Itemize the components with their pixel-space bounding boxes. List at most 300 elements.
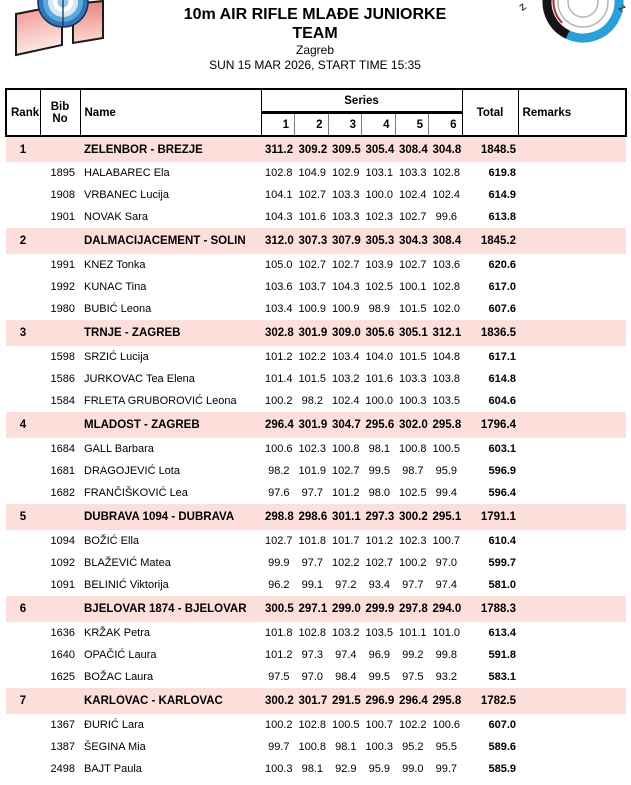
total-cell: 613.4 (488, 627, 517, 639)
series-2-cell: 99.1 (301, 579, 323, 591)
rank-cell (6, 368, 40, 390)
team-row (6, 504, 626, 530)
series-2-cell: 307.3 (298, 235, 328, 247)
series-6-cell: 295.8 (432, 695, 462, 707)
bib-cell (40, 504, 80, 530)
bib-cell: 1991 (50, 259, 75, 271)
series-3-cell: 97.4 (335, 649, 357, 661)
series-6-cell: 100.6 (432, 719, 461, 731)
total-cell: 614.9 (488, 189, 517, 201)
bib-cell (40, 136, 80, 162)
remarks-cell (518, 460, 626, 482)
series-6-cell: 99.6 (435, 211, 458, 223)
bib-cell: 1584 (50, 395, 75, 407)
series-1-cell: 98.2 (268, 465, 290, 477)
bib-cell: 1895 (50, 167, 75, 179)
member-row (6, 736, 626, 758)
rank-cell (6, 714, 40, 736)
series-3-cell: 309.0 (332, 327, 361, 339)
series-5-cell: 100.8 (399, 443, 427, 455)
series-2-cell: 98.2 (301, 395, 323, 407)
member-row (6, 276, 626, 298)
target-panels-logo-icon (10, 0, 110, 58)
member-name-cell: KRŽAK Petra (84, 627, 151, 639)
series-5-cell: 95.2 (402, 741, 424, 753)
event-title-line1: 10m AIR RIFLE MLAĐE JUNIORKE (183, 6, 447, 23)
series-5-cell: 103.3 (399, 167, 427, 179)
remarks-cell (518, 552, 626, 574)
series-5-cell: 102.7 (399, 211, 427, 223)
series-2-cell: 102.8 (298, 627, 327, 639)
series-5-cell: 99.2 (402, 649, 424, 661)
series-3-cell: 103.2 (332, 627, 360, 639)
series-1-header: 1 (261, 113, 295, 137)
series-4-cell: 98.1 (368, 443, 390, 455)
rank-cell (6, 530, 40, 552)
remarks-cell (518, 368, 626, 390)
series-5-cell: 302.0 (399, 419, 428, 431)
remarks-cell (518, 504, 626, 530)
series-3-cell: 101.7 (332, 535, 360, 547)
remarks-cell (518, 162, 626, 184)
member-name-cell: VRBANEC Lucija (84, 189, 169, 201)
results-body (6, 136, 626, 780)
member-row (6, 298, 626, 320)
total-cell: 599.7 (488, 557, 517, 569)
series-6-cell: 100.5 (432, 443, 461, 455)
rank-cell (6, 206, 40, 228)
total-cell: 1836.5 (480, 327, 517, 339)
series-1-cell: 300.5 (265, 603, 294, 615)
series-4-cell: 100.0 (365, 189, 394, 201)
total-cell: 1782.5 (480, 695, 517, 707)
series-3-cell: 100.5 (332, 719, 360, 731)
series-2-cell: 298.6 (298, 511, 328, 523)
member-name-cell: ĐURIĆ Lara (84, 719, 144, 731)
series-3-cell: 301.1 (332, 511, 361, 523)
series-3-cell: 102.7 (332, 259, 360, 271)
remarks-cell (518, 438, 626, 460)
series-3-cell: 103.3 (332, 211, 360, 223)
member-name-cell: JURKOVAC Tea Elena (84, 373, 195, 385)
series-5-cell: 297.8 (399, 603, 428, 615)
series-6-cell: 103.6 (432, 259, 461, 271)
event-title-line2: TEAM (292, 25, 338, 42)
series-2-cell: 101.5 (298, 373, 327, 385)
member-row (6, 482, 626, 504)
remarks-cell (518, 666, 626, 688)
series-1-cell: 102.7 (265, 535, 293, 547)
remarks-cell (518, 412, 626, 438)
total-cell: 604.6 (488, 395, 517, 407)
ring-target-logo-svg (515, 0, 631, 58)
total-column-header: Total (462, 89, 518, 136)
member-row (6, 206, 626, 228)
series-2-cell: 301.7 (298, 695, 328, 707)
series-6-cell: 99.8 (435, 649, 458, 661)
series-2-cell: 103.7 (298, 281, 327, 293)
series-2-cell: 309.2 (298, 143, 328, 156)
series-3-cell: 100.8 (332, 443, 360, 455)
member-row (6, 184, 626, 206)
total-cell: 613.8 (488, 211, 517, 223)
bib-cell: 1684 (50, 443, 75, 455)
rank-cell: 3 (19, 327, 27, 339)
remarks-cell (518, 320, 626, 346)
member-row (6, 438, 626, 460)
bib-column-header: Bib No (40, 89, 80, 136)
series-1-cell: 104.1 (265, 189, 293, 201)
series-4-cell: 100.3 (365, 741, 394, 753)
remarks-cell (518, 530, 626, 552)
remarks-cell (518, 276, 626, 298)
series-4-cell: 305.6 (365, 327, 395, 339)
series-1-cell: 311.2 (265, 143, 294, 156)
series-5-header: 5 (395, 113, 429, 137)
series-4-cell: 99.5 (368, 671, 390, 683)
remarks-cell (518, 254, 626, 276)
member-name-cell: SRZIĆ Lucija (84, 351, 149, 363)
total-cell: 607.0 (488, 719, 517, 731)
series-1-cell: 100.3 (265, 763, 293, 775)
series-5-cell: 102.3 (399, 535, 427, 547)
total-cell: 591.8 (488, 649, 517, 661)
rank-cell (6, 644, 40, 666)
series-2-cell: 102.3 (298, 443, 327, 455)
team-name-cell: BJELOVAR 1874 - BJELOVAR (84, 603, 247, 615)
series-1-cell: 99.9 (268, 557, 290, 569)
header-row-1 (6, 89, 626, 113)
series-2-cell: 100.9 (298, 303, 327, 315)
series-5-cell: 102.4 (399, 189, 427, 201)
series-6-cell: 95.9 (435, 465, 458, 477)
series-6-cell: 102.8 (432, 281, 461, 293)
bib-cell: 1636 (50, 627, 75, 639)
series-1-cell: 97.6 (268, 487, 290, 499)
rank-cell (6, 460, 40, 482)
series-5-cell: 102.7 (399, 259, 427, 271)
member-name-cell: DRAGOJEVIĆ Lota (84, 465, 180, 477)
series-5-cell: 98.7 (402, 465, 424, 477)
team-row (6, 320, 626, 346)
series-6-cell: 103.8 (432, 373, 461, 385)
series-3-cell: 102.7 (332, 465, 360, 477)
series-4-header: 4 (362, 113, 396, 137)
member-name-cell: ŠEGINA Mia (84, 741, 146, 753)
total-cell: 1845.2 (480, 235, 517, 247)
member-name-cell: BOŽAC Laura (84, 671, 154, 683)
series-6-cell: 101.0 (432, 627, 461, 639)
remarks-cell (518, 688, 626, 714)
series-5-cell: 308.4 (399, 143, 428, 156)
series-4-cell: 98.0 (368, 487, 390, 499)
series-3-cell: 101.2 (332, 487, 360, 499)
series-2-cell: 97.3 (301, 649, 323, 661)
series-1-cell: 97.5 (268, 671, 290, 683)
member-name-cell: HALABAREC Ela (84, 167, 170, 179)
rank-cell (6, 622, 40, 644)
series-4-cell: 295.6 (365, 419, 395, 431)
series-5-cell: 100.2 (399, 557, 427, 569)
name-column-header: Name (80, 89, 261, 136)
series-2-cell: 102.7 (298, 189, 327, 201)
rank-cell: 6 (19, 603, 27, 615)
series-2-cell: 102.7 (298, 259, 327, 271)
series-6-cell: 102.4 (432, 189, 461, 201)
series-2-cell: 97.7 (301, 487, 323, 499)
series-1-cell: 99.7 (268, 741, 290, 753)
remarks-cell (518, 228, 626, 254)
remarks-cell (518, 346, 626, 368)
team-name-cell: ZELENBOR - BREZJE (84, 143, 203, 156)
bib-cell: 1092 (50, 557, 75, 569)
series-6-cell: 99.4 (435, 487, 458, 499)
rank-cell: 5 (19, 511, 27, 523)
series-3-cell: 299.0 (332, 603, 361, 615)
member-name-cell: NOVAK Sara (84, 211, 148, 223)
remarks-cell (518, 136, 626, 162)
member-name-cell: OPAČIĆ Laura (84, 649, 157, 661)
event-datetime: SUN 15 MAR 2026, START TIME 15:35 (209, 58, 421, 72)
total-cell: 596.4 (488, 487, 517, 499)
member-row (6, 254, 626, 276)
svg-text:Z: Z (517, 1, 529, 13)
series-1-cell: 104.3 (265, 211, 293, 223)
series-2-cell: 101.9 (298, 465, 327, 477)
series-6-cell: 100.7 (432, 535, 461, 547)
member-row (6, 574, 626, 596)
member-row (6, 162, 626, 184)
total-cell: 1796.4 (480, 419, 517, 431)
total-cell: 585.9 (488, 763, 517, 775)
bib-cell (40, 320, 80, 346)
total-cell: 1788.3 (480, 603, 517, 615)
series-1-cell: 100.6 (265, 443, 293, 455)
series-4-cell: 99.5 (368, 465, 390, 477)
series-3-cell: 103.4 (332, 351, 360, 363)
series-5-cell: 101.1 (399, 627, 427, 639)
rank-cell: 1 (19, 143, 27, 156)
series-6-cell: 104.8 (432, 351, 461, 363)
series-2-cell: 301.9 (298, 327, 328, 339)
remarks-cell (518, 736, 626, 758)
series-1-cell: 105.0 (265, 259, 293, 271)
series-6-cell: 294.0 (432, 603, 462, 615)
series-5-cell: 97.7 (402, 579, 424, 591)
series-1-cell: 102.8 (265, 167, 293, 179)
series-3-cell: 103.2 (332, 373, 360, 385)
bib-cell: 1992 (50, 281, 75, 293)
series-2-cell: 104.9 (298, 167, 327, 179)
series-2-cell: 100.8 (298, 741, 327, 753)
series-1-cell: 302.8 (265, 327, 294, 339)
rank-cell (6, 162, 40, 184)
remarks-cell (518, 298, 626, 320)
series-4-cell: 93.4 (368, 579, 390, 591)
bib-cell: 1908 (50, 189, 75, 201)
total-cell: 620.6 (488, 259, 517, 271)
total-cell: 581.0 (488, 579, 517, 591)
member-row (6, 666, 626, 688)
member-row (6, 368, 626, 390)
rank-cell (6, 758, 40, 780)
series-3-header: 3 (328, 113, 362, 137)
series-3-cell: 92.9 (335, 763, 357, 775)
team-row (6, 412, 626, 438)
series-5-cell: 101.5 (399, 303, 427, 315)
series-1-cell: 101.4 (265, 373, 293, 385)
series-3-cell: 100.9 (332, 303, 360, 315)
series-6-cell: 295.8 (432, 419, 462, 431)
series-4-cell: 104.0 (365, 351, 394, 363)
member-row (6, 758, 626, 780)
bib-cell: 1681 (50, 465, 75, 477)
remarks-cell (518, 596, 626, 622)
series-1-cell: 312.0 (265, 235, 294, 247)
rank-cell (6, 390, 40, 412)
series-4-cell: 299.9 (365, 603, 395, 615)
remarks-cell (518, 206, 626, 228)
series-3-cell: 291.5 (332, 695, 361, 707)
series-3-cell: 102.4 (332, 395, 360, 407)
member-row (6, 530, 626, 552)
series-4-cell: 102.3 (365, 211, 394, 223)
member-name-cell: BLAŽEVIĆ Matea (84, 557, 171, 569)
rank-cell (6, 438, 40, 460)
team-name-cell: MLADOST - ZAGREB (84, 419, 200, 431)
member-row (6, 644, 626, 666)
series-6-cell: 295.1 (432, 511, 462, 523)
bib-cell: 1640 (50, 649, 75, 661)
series-3-cell: 307.9 (332, 235, 361, 247)
series-4-cell: 95.9 (368, 763, 390, 775)
series-1-cell: 101.2 (265, 649, 293, 661)
series-6-cell: 103.5 (432, 395, 461, 407)
series-6-cell: 93.2 (435, 671, 458, 683)
series-1-cell: 300.2 (265, 695, 294, 707)
bib-cell (40, 596, 80, 622)
member-name-cell: BOŽIĆ Ella (84, 535, 140, 547)
series-3-cell: 304.7 (332, 419, 361, 431)
bib-cell: 1387 (50, 741, 75, 753)
team-row (6, 228, 626, 254)
series-3-cell: 103.3 (332, 189, 360, 201)
target-panels-logo-svg (10, 0, 110, 58)
svg-text:Z: Z (616, 2, 628, 14)
series-1-cell: 96.2 (268, 579, 290, 591)
series-6-cell: 95.5 (435, 741, 458, 753)
member-name-cell: KUNAC Tina (84, 281, 147, 293)
series-4-cell: 101.2 (365, 535, 394, 547)
team-name-cell: KARLOVAC - KARLOVAC (84, 695, 223, 707)
series-2-cell: 101.8 (298, 535, 327, 547)
series-6-cell: 308.4 (432, 235, 462, 247)
series-4-cell: 96.9 (368, 649, 390, 661)
series-5-cell: 296.4 (399, 695, 428, 707)
series-1-cell: 296.4 (265, 419, 294, 431)
remarks-cell (518, 714, 626, 736)
ring-target-logo-icon (515, 0, 631, 58)
results-table-header (6, 89, 626, 136)
series-2-cell: 101.6 (298, 211, 327, 223)
bib-cell: 1091 (50, 579, 75, 591)
series-5-cell: 305.1 (399, 327, 428, 339)
total-cell: 610.4 (488, 535, 517, 547)
series-1-cell: 101.8 (265, 627, 293, 639)
series-6-cell: 102.8 (432, 167, 461, 179)
series-5-cell: 102.5 (399, 487, 427, 499)
series-4-cell: 100.7 (365, 719, 394, 731)
member-name-cell: FRANČIŠKOVIĆ Lea (84, 487, 188, 499)
series-5-cell: 100.1 (399, 281, 427, 293)
series-6-cell: 312.1 (432, 327, 462, 339)
series-6-cell: 304.8 (432, 143, 462, 156)
remarks-column-header: Remarks (518, 89, 626, 136)
series-6-header: 6 (429, 113, 463, 137)
series-4-cell: 102.7 (365, 557, 394, 569)
team-row (6, 136, 626, 162)
series-3-cell: 98.4 (335, 671, 357, 683)
series-2-cell: 98.1 (301, 763, 323, 775)
bib-cell: 1625 (50, 671, 75, 683)
rank-cell (6, 276, 40, 298)
rank-cell (6, 666, 40, 688)
remarks-cell (518, 184, 626, 206)
member-name-cell: BUBIĆ Leona (84, 303, 152, 315)
series-1-cell: 298.8 (265, 511, 294, 523)
series-3-cell: 97.2 (335, 579, 357, 591)
rank-cell (6, 552, 40, 574)
remarks-cell (518, 390, 626, 412)
rank-cell: 4 (19, 419, 27, 431)
bib-cell: 1598 (50, 351, 75, 363)
team-name-cell: TRNJE - ZAGREB (84, 327, 181, 339)
series-4-cell: 101.6 (365, 373, 394, 385)
rank-cell (6, 574, 40, 596)
series-6-cell: 97.4 (435, 579, 458, 591)
rank-cell (6, 736, 40, 758)
bib-cell: 1586 (50, 373, 75, 385)
series-5-cell: 300.2 (399, 511, 428, 523)
member-name-cell: BELINIĆ Viktorija (84, 579, 169, 591)
rank-cell: 2 (19, 235, 27, 247)
series-5-cell: 102.2 (399, 719, 427, 731)
team-name-cell: DUBRAVA 1094 - DUBRAVA (84, 511, 235, 523)
rank-cell (6, 298, 40, 320)
bib-cell (40, 688, 80, 714)
series-2-cell: 97.0 (301, 671, 323, 683)
member-row (6, 714, 626, 736)
member-name-cell: GALL Barbara (84, 443, 154, 455)
series-4-cell: 297.3 (365, 511, 395, 523)
rank-cell (6, 254, 40, 276)
bib-cell: 1980 (50, 303, 75, 315)
rank-cell (6, 482, 40, 504)
bib-cell (40, 412, 80, 438)
total-cell: 596.9 (488, 465, 517, 477)
series-2-cell: 297.1 (298, 603, 328, 615)
rank-cell (6, 346, 40, 368)
total-cell: 583.1 (488, 671, 517, 683)
series-5-cell: 304.3 (399, 235, 428, 247)
series-3-cell: 102.9 (332, 167, 360, 179)
series-3-cell: 98.1 (335, 741, 357, 753)
member-row (6, 460, 626, 482)
series-4-cell: 305.3 (365, 235, 395, 247)
bib-cell: 2498 (50, 763, 75, 775)
series-3-cell: 309.5 (332, 143, 361, 156)
series-2-header: 2 (295, 113, 329, 137)
